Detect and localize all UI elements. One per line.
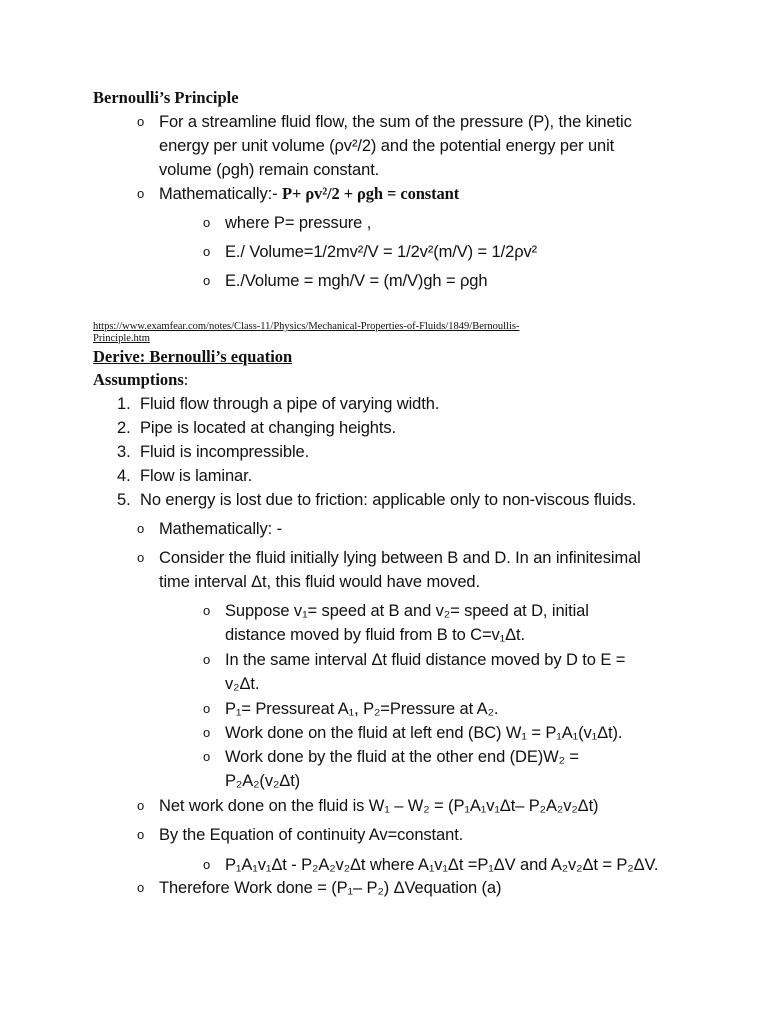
section-title-bernoulli-principle: Bernoulli’s Principle	[93, 88, 239, 107]
assumption-item-2: Pipe is located at changing heights.	[140, 419, 396, 437]
bullet-glyph: o	[203, 244, 211, 259]
assumptions-heading	[93, 370, 188, 390]
source-link-line-2[interactable]: Principle.htm	[93, 333, 150, 344]
bullet-glyph: o	[137, 880, 145, 895]
consider-line-2: time interval Δt, this fluid would have moved.	[159, 573, 480, 591]
continuity-sub-line: P₁A₁v₁Δt - P₂A₂v₂Δt where A₁v₁Δt =P₁ΔV and A₂v₂Δt = P₂ΔV.	[225, 856, 659, 874]
principle-text-line-3: volume (ρgh) remain constant.	[159, 161, 380, 179]
bullet-glyph: o	[203, 701, 211, 716]
therefore-line: Therefore Work done = (P₁– P₂) ΔVequation (a)	[159, 879, 502, 897]
same-interval-line-2: v₂Δt.	[225, 675, 260, 693]
continuity-line: By the Equation of continuity Av=constant.	[159, 826, 464, 844]
bullet-glyph: o	[203, 273, 211, 288]
mathematically-derive: Mathematically: -	[159, 520, 283, 538]
principle-text-line-1: For a streamline fluid flow, the sum of the pressure (P), the kinetic	[159, 113, 632, 131]
suppose-line-1: Suppose v₁= speed at B and v₂= speed at D, initial	[225, 602, 589, 620]
bullet-glyph: o	[203, 725, 211, 740]
potential-energy-line: E./Volume = mgh/V = (m/V)gh = ρgh	[225, 272, 488, 290]
work-left-end-line: Work done on the fluid at left end (BC) W₁ = P₁A₁(v₁Δt).	[225, 724, 623, 742]
source-link-line-1[interactable]: https://www.examfear.com/notes/Class-11/Physics/Mechanical-Properties-of-Fluids/1849/Bernoullis-	[93, 321, 520, 332]
assumption-item-3: Fluid is incompressible.	[140, 443, 310, 461]
mathematically-prefix: Mathematically:-	[159, 185, 283, 203]
same-interval-line-1: In the same interval Δt fluid distance moved by D to E =	[225, 651, 626, 669]
bullet-glyph: o	[203, 215, 211, 230]
assumptions-label: Assumptions	[93, 370, 184, 389]
assumption-item-5: No energy is lost due to friction: applicable only to non-viscous fluids.	[140, 491, 637, 509]
work-other-end-line-1: Work done by the fluid at the other end (DE)W₂ =	[225, 748, 579, 766]
section-title-derive: Derive: Bernoulli’s equation	[93, 347, 293, 366]
bullet-glyph: o	[137, 550, 145, 565]
bullet-glyph: o	[203, 603, 211, 618]
work-other-end-line-2: P₂A₂(v₂Δt)	[225, 772, 301, 790]
net-work-line: Net work done on the fluid is W₁ – W₂ = (P₁A₁v₁Δt– P₂A₂v₂Δt)	[159, 797, 599, 815]
bullet-glyph: o	[137, 114, 145, 129]
bullet-glyph: o	[203, 652, 211, 667]
bullet-glyph: o	[137, 798, 145, 813]
list-number: 5.	[117, 491, 131, 509]
bullet-glyph: o	[137, 521, 145, 536]
list-number: 4.	[117, 467, 131, 485]
assumption-item-4: Flow is laminar.	[140, 467, 253, 485]
pressure-line: P₁= Pressureat A₁, P₂=Pressure at A₂.	[225, 700, 499, 718]
bullet-glyph: o	[137, 827, 145, 842]
suppose-line-2: distance moved by fluid from B to C=v₁Δt.	[225, 626, 525, 644]
assumption-item-1: Fluid flow through a pipe of varying width.	[140, 395, 440, 413]
bullet-glyph: o	[203, 749, 211, 764]
principle-text-line-2: energy per unit volume (ρv²/2) and the potential energy per unit	[159, 137, 615, 155]
bernoulli-formula: P+ ρv²/2 + ρgh = constant	[282, 184, 460, 203]
list-number: 2.	[117, 419, 131, 437]
list-number: 1.	[117, 395, 131, 413]
consider-line-1: Consider the fluid initially lying between B and D. In an infinitesimal	[159, 549, 641, 567]
mathematically-line	[159, 182, 459, 206]
kinetic-energy-line: E./ Volume=1/2mv²/V = 1/2v²(m/V) = 1/2ρv²	[225, 243, 538, 261]
assumptions-colon: :	[183, 370, 189, 389]
where-pressure-line: where P= pressure ,	[225, 214, 372, 232]
bullet-glyph: o	[203, 857, 211, 872]
list-number: 3.	[117, 443, 131, 461]
bullet-glyph: o	[137, 186, 145, 201]
